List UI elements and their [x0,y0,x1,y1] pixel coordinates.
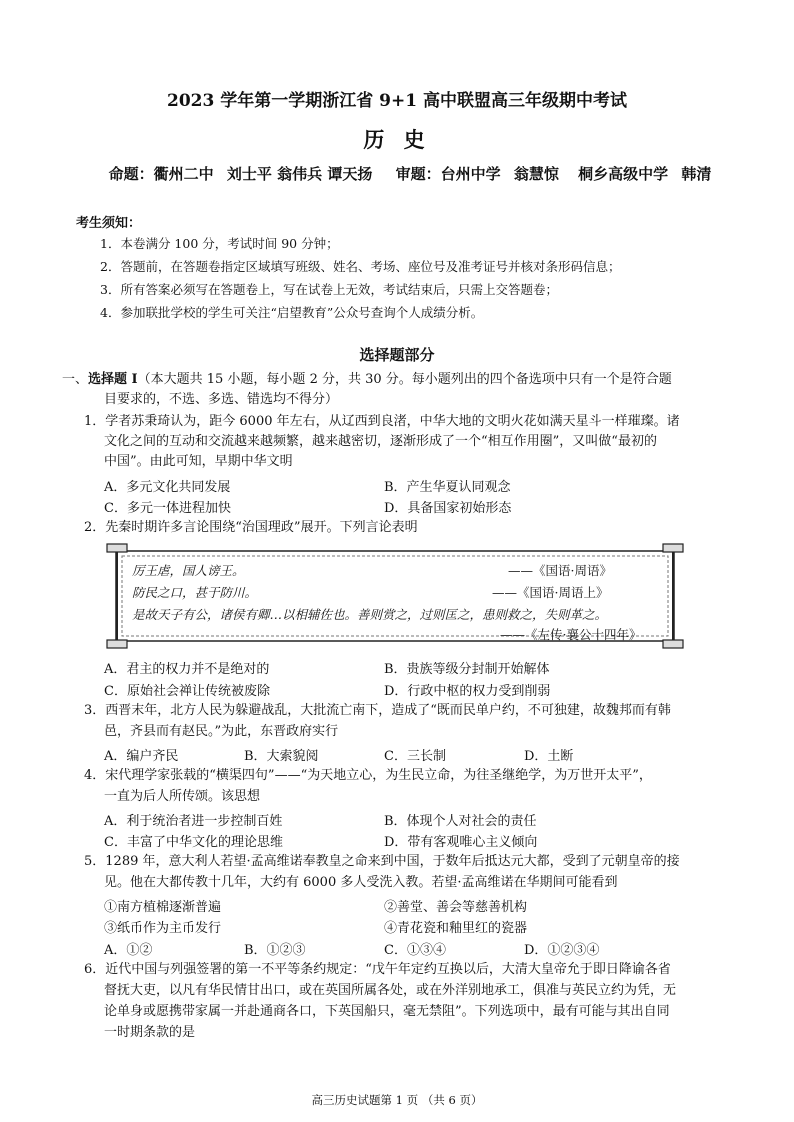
part1-label: 选择题 I [88,372,138,387]
q2-option-b: B．贵族等级分封制开始解体 [384,662,550,677]
reviewer-1: 翁慧惊 [513,165,559,183]
reviewer-label: 审题：台州中学 [395,165,501,183]
q3-stem-2: 邑，齐县而有赵民。”为此，东晋政府实行 [104,724,339,739]
q5-statement-3: ③纸币作为主币发行 [104,921,222,936]
q5-option-d: D．①②③④ [524,943,600,958]
notice-item: 1．本卷满分 100 分，考试时间 90 分钟； [100,236,339,251]
notice-item: 2．答题前，在答题卷指定区域填写班级、姓名、考场、座位号及准考证号并核对条形码信息； [100,259,621,274]
q5-option-b: B．①②③ [244,943,306,958]
q3-option-c: C．三长制 [384,749,446,764]
q2-option-d: D．行政中枢的权力受到削弱 [384,684,551,699]
q5-statement-2: ②善堂、善会等慈善机构 [384,900,528,915]
q4-option-a: A．利于统治者进一步控制百姓 [104,814,283,829]
q3-option-b: B．大索貌阅 [244,749,319,764]
q5-option-c: C．①③④ [384,943,446,958]
q5-statement-1: ①南方植棉逐渐普遍 [104,900,222,915]
part1-desc-1: （本大题共 15 小题，每小题 2 分，共 30 分。每小题列出的四个备选项中只有一个是符合题 [137,372,672,387]
q2-source-1: ——《国语·周语》 [508,563,612,578]
q5-statement-4: ④青花瓷和釉里红的瓷器 [384,921,528,936]
q5-option-a: A．①② [104,943,153,958]
q1-stem-2: 文化之间的互动和交流越来越频繁，越来越密切，逐渐形成了一个“相互作用圈”，又叫做“最初的 [104,434,657,449]
q3-option-a: A．编户齐民 [104,749,179,764]
composer-label: 命题：衢州二中 [108,165,214,183]
reviewer-2: 韩清 [681,165,712,183]
q2-quote-2: 防民之口，甚于防川。 [132,585,258,600]
q1-stem-3: 中国”。由此可知，早期中华文明 [104,454,293,469]
q2-quote-3: 是故天子有公，诸侯有卿…以相辅佐也。善则赏之，过则匡之，患则救之，失则革之。 [132,607,608,622]
q6-stem-1: 6．近代中国与列强签署的第一不平等条约规定：“戊午年定约互换以后，大清大皇帝允于即日降谕各省 [84,962,671,977]
q3-option-d: D．土断 [524,749,574,764]
q6-stem-3: 论单身或愿携带家属一并赴通商各口，下英国船只，毫无禁阻”。下列选项中，最有可能与其出自同 [104,1004,670,1019]
q4-stem-1: 4．宋代理学家张载的“横渠四句”——“为天地立心，为生民立命，为往圣继绝学，为万世开太平”， [84,768,652,783]
q2-stem-1: 2．先秦时期许多言论围绕“治国理政”展开。下列言论表明 [84,520,418,535]
q6-stem-4: 一时期条款的是 [104,1025,196,1040]
q1-option-a: A．多元文化共同发展 [104,480,231,495]
composers: 刘士平 翁伟兵 谭天扬 [226,165,373,183]
exam-title: 2023 学年第一学期浙江省 9+1 高中联盟高三年级期中考试 [167,91,627,111]
q4-stem-2: 一直为后人所传颂。该思想 [104,789,261,804]
page-footer: 高三历史试题第 1 页 （共 6 页） [311,1093,483,1107]
part1-desc-2: 目要求的，不选、多选、错选均不得分） [104,392,339,407]
authors-line [60,163,760,184]
q2-source-3: ——《左传·襄公十四年》 [500,627,642,642]
part1-line-1 [62,370,672,390]
q5-stem-1: 5．1289 年，意大利人若望·孟高维诺奉教皇之命来到中国，于数年后抵达元大都，受到了元朝皇帝的接 [84,854,680,869]
q2-quote-scroll [106,543,684,649]
notice-item: 3．所有答案必须写在答题卷上，写在试卷上无效，考试结束后，只需上交答题卷； [100,282,558,297]
notice-heading: 考生须知： [76,216,142,231]
q3-stem-1: 3．西晋末年，北方人民为躲避战乱，大批流亡南下，造成了“既而民单户约，不可独建，故魏邦而有韩 [84,703,671,718]
q4-option-c: C．丰富了中华文化的理论思维 [104,835,283,850]
q4-option-d: D．带有客观唯心主义倾向 [384,835,538,850]
q1-stem-1: 1．学者苏秉琦认为，距今 6000 年左右，从辽西到良渚，中华大地的文明火花如满天星斗一样璀璨。诸 [84,414,680,429]
q1-option-d: D．具备国家初始形态 [384,501,512,516]
section-title: 选择题部分 [359,346,435,364]
q1-option-c: C．多元一体进程加快 [104,501,231,516]
q2-quote-1: 厉王虐，国人谤王。 [132,563,245,578]
q1-option-b: B．产生华夏认同观念 [384,480,511,495]
part1-lead: 一、 [62,372,89,387]
q2-option-c: C．原始社会禅让传统被废除 [104,684,270,699]
q2-option-a: A．君主的权力并不是绝对的 [104,662,270,677]
notice-item: 4．参加联批学校的学生可关注“启望教育”公众号查询个人成绩分析。 [100,305,484,320]
q6-stem-2: 督抚大吏，以凡有华民情甘出口，或在英国所属各处，或在外洋别地承工，俱准与英民立约为凭，无 [104,983,677,998]
q2-source-2: ——《国语·周语上》 [492,585,609,600]
subject-title: 历 史 [363,128,431,152]
reviewer-school-2: 桐乡高级中学 [578,165,669,183]
q5-stem-2: 见。他在大都传教十几年，大约有 6000 多人受洗入教。若望·孟高维诺在华期间可能看到 [104,875,618,890]
q4-option-b: B．体现个人对社会的责任 [384,814,537,829]
